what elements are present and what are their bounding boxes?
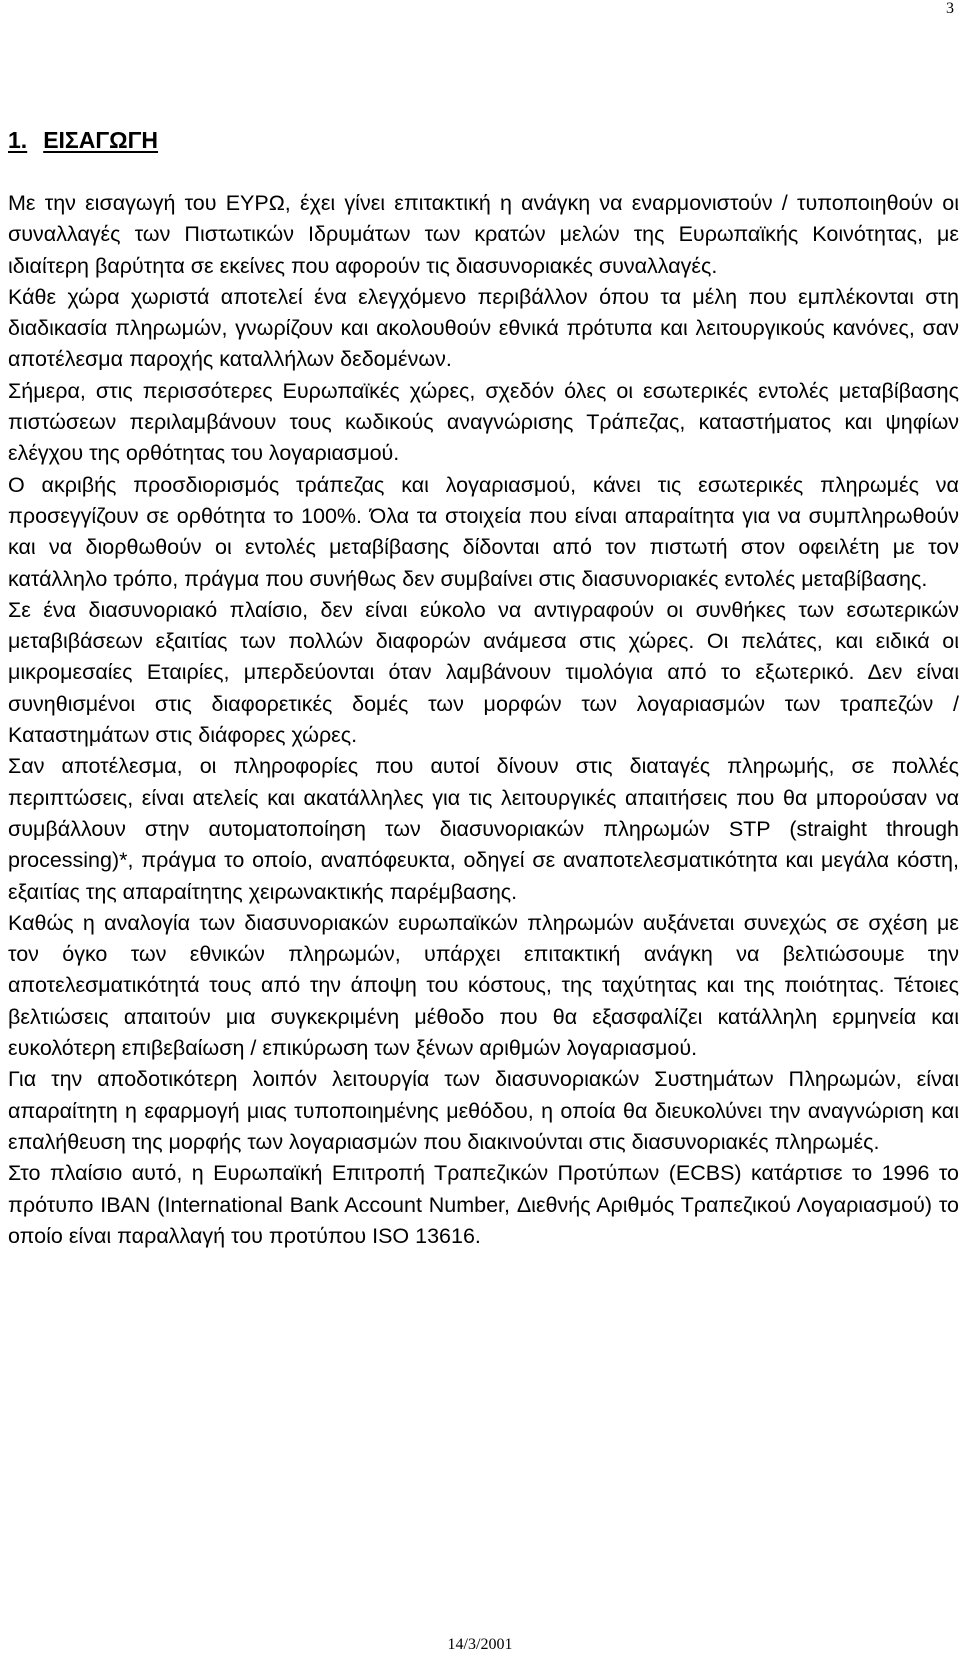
paragraph: Με την εισαγωγή του ΕΥΡΩ, έχει γίνει επιτακτική η ανάγκη να εναρμονιστούν / τυποποιηθούν οι συναλλαγές των Πιστωτικών Ιδρυμάτων των κρατών μελών της Ευρωπαϊκής Κοινότητας, με ιδιαίτερη βαρύτητα σε εκείνες που αφορούν τις διασυνοριακές συναλλαγές. (8, 191, 959, 278)
paragraph: Ο ακριβής προσδιορισμός τράπεζας και λογαριασμού, κάνει τις εσωτερικές πληρωμές να προσεγγίζουν σε ορθότητα το 100%. Όλα τα στοιχεία που είναι απαραίτητα για να συμπληρωθούν και να διορθωθούν οι εντολές μεταβίβασης δίδονται από τον πιστωτή στον οφειλέτη με τον κατάλληλο τρόπο, πράγμα που συνήθως δεν συμβαίνει στις διασυνοριακές εντολές μεταβίβασης. (8, 472, 959, 591)
page-number: 3 (946, 0, 954, 17)
paragraph: Κάθε χώρα χωριστά αποτελεί ένα ελεγχόμενο περιβάλλον όπου τα μέλη που εμπλέκονται στη διαδικασία πληρωμών, γνωρίζουν και ακολουθούν εθνικά πρότυπα και λειτουργικούς κανόνες, σαν αποτέλεσμα παροχής καταλλήλων δεδομένων. (8, 284, 959, 372)
paragraph: Σήμερα, στις περισσότερες Ευρωπαϊκές χώρες, σχεδόν όλες οι εσωτερικές εντολές μεταβίβασης πιστώσεων περιλαμβάνουν τους κωδικούς αναγνώρισης Τράπεζας, καταστήματος και ψηφίων ελέγχου της ορθότητας του λογαριασμού. (8, 378, 959, 466)
paragraph: Καθώς η αναλογία των διασυνοριακών ευρωπαϊκών πληρωμών αυξάνεται συνεχώς σε σχέση με τον όγκο των εθνικών πληρωμών, υπάρχει επιτακτική ανάγκη να βελτιώσουμε την αποτελεσματικότητά τους από την άποψη του κόστους, της ταχύτητας και της ποιότητας. Τέτοιες βελτιώσεις απαιτούν μια συγκεκριμένη μέθοδο που θα εξασφαλίζει κατάλληλη ερμηνεία και ευκολότερη επιβεβαίωση / επικύρωση των ξένων αριθμών λογαριασμού. (8, 910, 959, 1061)
section-number: 1. (8, 127, 28, 153)
footer-date: 14/3/2001 (447, 1636, 513, 1653)
paragraph: Για την αποδοτικότερη λοιπόν λειτουργία των διασυνοριακών Συστημάτων Πληρωμών, είναι απαραίτητη η εφαρμογή μιας τυποποιημένης μεθόδου, η οποία θα διευκολύνει την αναγνώριση και επαλήθευση της μορφής των λογαριασμών που διακινούνται στις διασυνοριακές πληρωμές. (8, 1067, 959, 1154)
paragraph: Στο πλαίσιο αυτό, η Ευρωπαϊκή Επιτροπή Τραπεζικών Προτύπων (ECBS) κατάρτισε το 1996 το πρότυπο IBAN (International Bank Account Number, Διεθνής Αριθμός Τραπεζικού Λογαριασμού) το οποίο είναι παραλλαγή του προτύπου ISO 13616. (8, 1161, 959, 1248)
paragraph: Σε ένα διασυνοριακό πλαίσιο, δεν είναι εύκολο να αντιγραφούν οι συνθήκες των εσωτερικών μεταβιβάσεων εξαιτίας των πολλών διαφορών ανάμεσα στις χώρες. Οι πελάτες, και ειδικά οι μικρομεσαίες Εταιρίες, μπερδεύονται όταν λαμβάνουν τιμολόγια από το εξωτερικό. Δεν είναι συνηθισμένοι στις διαφορετικές δομές των μορφών των λογαριασμών των τραπεζών / Καταστημάτων στις διάφορες χώρες. (8, 597, 959, 748)
body-text (8, 188, 959, 1252)
section-title: ΕΙΣΑΓΩΓΗ (43, 127, 159, 153)
section-heading (8, 126, 158, 154)
paragraph: Σαν αποτέλεσμα, οι πληροφορίες που αυτοί δίνουν στις διαταγές πληρωμής, σε πολλές περιπτώσεις, είναι ατελείς και ακατάλληλες για τις λειτουργικές απαιτήσεις που θα μπορούσαν να συμβάλλουν στην αυτοματοποίηση των διασυνοριακών πληρωμών STP (straight through processing)*, πράγμα το οποίο, αναπόφευκτα, οδηγεί σε αναποτελεσματικότητα και μεγάλα κόστη, εξαιτίας της απαραίτητης χειρωνακτικής παρέμβασης. (8, 754, 959, 904)
